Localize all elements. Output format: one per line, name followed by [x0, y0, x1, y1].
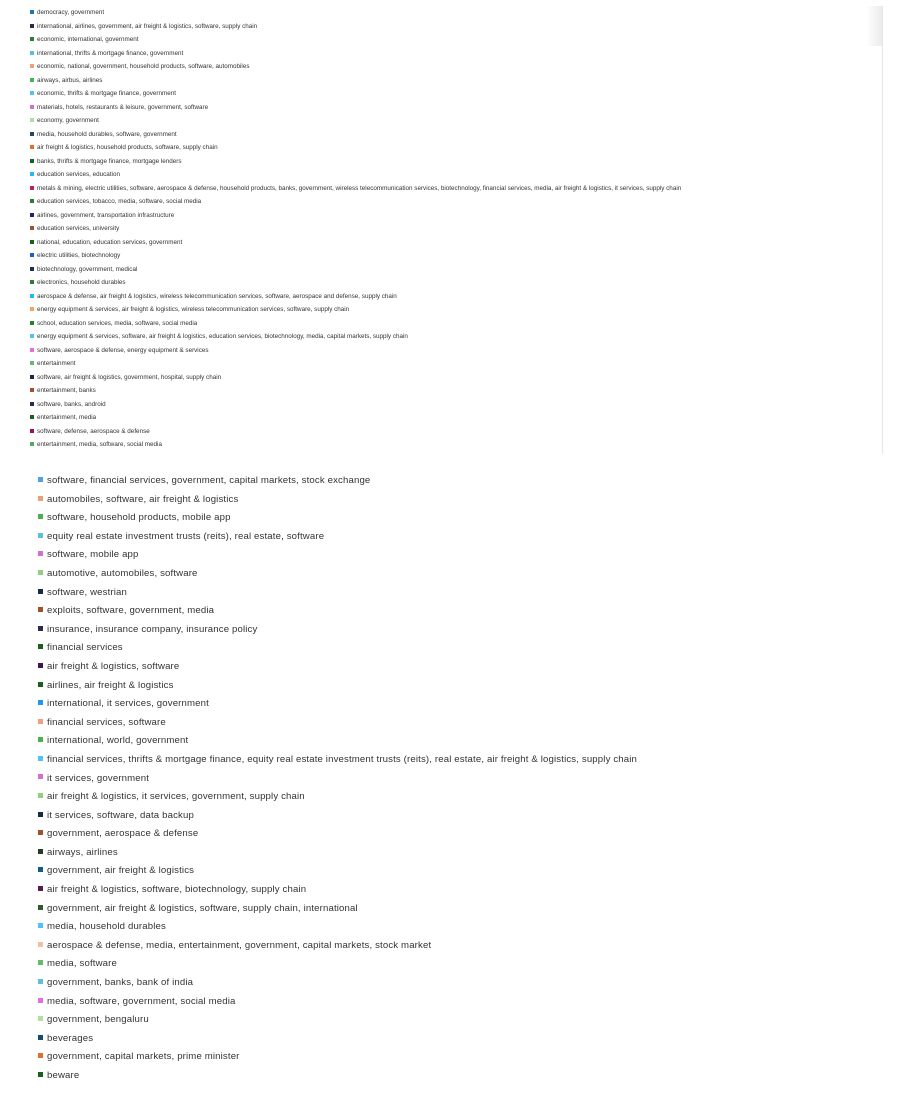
legend-label: government, air freight & logistics — [47, 865, 195, 877]
legend-swatch — [30, 24, 34, 28]
legend-item[interactable] — [28, 411, 882, 425]
legend-item[interactable] — [38, 528, 898, 547]
legend-label: education services, university — [37, 225, 120, 232]
legend-swatch — [38, 756, 43, 761]
legend-label: software, household products, mobile app — [47, 512, 231, 524]
legend-swatch — [30, 172, 34, 176]
legend-swatch — [30, 253, 34, 257]
legend-swatch — [30, 145, 34, 149]
legend-item[interactable] — [38, 844, 898, 863]
legend-label: metals & mining, electric utilities, software, aerospace & defense, household products, banks, government, wireless telecommunication services, biotechnology, financial services, media, air freight & logistics, it services, supply chain — [37, 184, 682, 192]
legend-label: aerospace & defense, media, entertainment, government, capital markets, stock market — [47, 939, 432, 951]
legend-item[interactable] — [28, 330, 882, 344]
legend-item[interactable] — [38, 472, 898, 491]
legend-label: materials, hotels, restaurants & leisure, government, software — [37, 103, 209, 111]
legend-label: education services, tobacco, media, software, social media — [37, 198, 202, 205]
legend-swatch — [38, 496, 43, 501]
legend-item[interactable] — [38, 621, 898, 640]
legend-swatch — [38, 867, 43, 872]
legend-list-bottom — [38, 472, 898, 1086]
legend-label: entertainment, banks — [37, 387, 96, 394]
legend-item[interactable] — [38, 1011, 898, 1030]
legend-item[interactable] — [28, 263, 882, 277]
legend-swatch — [38, 514, 43, 519]
legend-swatch — [38, 533, 43, 538]
legend-label: aerospace & defense, air freight & logistics, wireless telecommunication services, software, aerospace and defense, supply chain — [37, 292, 397, 300]
legend-panel-bottom — [38, 472, 898, 1086]
legend-label: national, education, education services, government — [37, 238, 183, 246]
legend-label: financial services — [47, 642, 123, 654]
legend-item[interactable] — [28, 438, 882, 452]
legend-swatch — [38, 570, 43, 575]
legend-swatch — [38, 998, 43, 1003]
legend-item[interactable] — [38, 584, 898, 603]
legend-item[interactable] — [28, 276, 882, 290]
legend-item[interactable] — [38, 1048, 898, 1067]
legend-label: government, banks, bank of india — [47, 977, 194, 989]
legend-swatch — [30, 37, 34, 41]
legend-label: airways, airlines — [47, 846, 118, 858]
legend-item[interactable] — [28, 128, 882, 142]
legend-item[interactable] — [38, 900, 898, 919]
legend-swatch — [30, 348, 34, 352]
legend-swatch — [38, 589, 43, 594]
legend-label: air freight & logistics, it services, government, supply chain — [47, 791, 305, 803]
legend-label: airlines, air freight & logistics — [47, 679, 174, 691]
legend-label: it services, government — [47, 772, 150, 784]
legend-swatch — [38, 793, 43, 798]
legend-item[interactable] — [38, 1030, 898, 1049]
legend-label: government, air freight & logistics, software, supply chain, international — [47, 902, 358, 914]
legend-panel-top — [28, 6, 883, 454]
legend-swatch — [38, 663, 43, 668]
legend-label: exploits, software, government, media — [47, 605, 215, 617]
legend-list-top — [28, 6, 882, 452]
legend-item[interactable] — [28, 303, 882, 317]
legend-label: media, household durables, software, government — [37, 130, 177, 138]
legend-swatch — [30, 64, 34, 68]
legend-label: software, air freight & logistics, government, hospital, supply chain — [37, 373, 222, 381]
legend-swatch — [30, 159, 34, 163]
legend-swatch — [30, 78, 34, 82]
legend-item[interactable] — [38, 491, 898, 510]
legend-swatch — [30, 118, 34, 122]
legend-label: beverages — [47, 1032, 94, 1044]
legend-item[interactable] — [28, 141, 882, 155]
legend-swatch — [30, 294, 34, 298]
legend-label: economic, thrifts & mortgage finance, government — [37, 90, 176, 97]
legend-item[interactable] — [28, 209, 882, 223]
legend-item[interactable] — [28, 398, 882, 412]
legend-swatch — [30, 375, 34, 379]
legend-label: media, software, government, social media — [47, 995, 236, 1007]
legend-item[interactable] — [38, 509, 898, 528]
legend-item[interactable] — [28, 182, 882, 196]
legend-label: international, it services, government — [47, 698, 209, 710]
legend-item[interactable] — [28, 290, 882, 304]
legend-label: government, bengaluru — [47, 1014, 149, 1026]
legend-swatch — [38, 644, 43, 649]
legend-swatch — [38, 905, 43, 910]
legend-swatch — [30, 334, 34, 338]
legend-label: insurance, insurance company, insurance policy — [47, 623, 258, 635]
legend-label: international, thrifts & mortgage finance, government — [37, 49, 184, 57]
legend-swatch — [30, 132, 34, 136]
legend-item[interactable] — [28, 6, 882, 20]
legend-swatch — [30, 240, 34, 244]
legend-label: air freight & logistics, software — [47, 660, 180, 672]
legend-item[interactable] — [28, 168, 882, 182]
legend-label: education services, education — [37, 171, 120, 178]
legend-swatch — [38, 849, 43, 854]
legend-swatch — [30, 226, 34, 230]
legend-swatch — [38, 700, 43, 705]
legend-label: automobiles, software, air freight & logistics — [47, 493, 239, 505]
legend-label: software, westrian — [47, 586, 128, 598]
legend-swatch — [38, 551, 43, 556]
legend-item[interactable] — [38, 807, 898, 826]
legend-swatch — [30, 307, 34, 311]
legend-swatch — [38, 979, 43, 984]
legend-swatch — [38, 886, 43, 891]
legend-item[interactable] — [28, 101, 882, 115]
legend-item[interactable] — [28, 249, 882, 263]
legend-label: software, financial services, government, capital markets, stock exchange — [47, 475, 371, 486]
legend-label: entertainment, media — [37, 414, 97, 421]
legend-item[interactable] — [38, 714, 898, 733]
legend-item[interactable] — [28, 87, 882, 101]
legend-label: electric utilities, biotechnology — [37, 252, 121, 259]
legend-label: media, software — [47, 958, 117, 970]
legend-item[interactable] — [38, 658, 898, 677]
legend-item[interactable] — [28, 357, 882, 371]
legend-label: automotive, automobiles, software — [47, 567, 198, 579]
legend-label: energy equipment & services, software, air freight & logistics, education services, biotechnology, media, capital markets, supply chain — [37, 333, 408, 340]
legend-swatch — [30, 388, 34, 392]
legend-item[interactable] — [38, 732, 898, 751]
legend-item[interactable] — [38, 695, 898, 714]
legend-label: software, defense, aerospace & defense — [37, 427, 150, 435]
legend-label: financial services, software — [47, 716, 166, 728]
legend-label: entertainment — [37, 360, 76, 367]
legend-item[interactable] — [38, 955, 898, 974]
legend-item[interactable] — [28, 155, 882, 169]
legend-swatch — [30, 105, 34, 109]
legend-item[interactable] — [38, 937, 898, 956]
legend-label: software, banks, android — [37, 400, 106, 408]
legend-swatch — [38, 923, 43, 928]
legend-swatch — [30, 402, 34, 406]
legend-item[interactable] — [38, 770, 898, 789]
legend-swatch — [38, 1053, 43, 1058]
legend-item[interactable] — [38, 825, 898, 844]
legend-item[interactable] — [28, 222, 882, 236]
legend-swatch — [38, 607, 43, 612]
legend-item[interactable] — [38, 881, 898, 900]
legend-swatch — [30, 91, 34, 95]
legend-label: school, education services, media, software, social media — [37, 319, 198, 327]
legend-swatch — [38, 774, 43, 779]
legend-item[interactable] — [28, 33, 882, 47]
legend-item[interactable] — [38, 788, 898, 807]
legend-item[interactable] — [38, 546, 898, 565]
legend-swatch — [38, 960, 43, 965]
legend-swatch — [30, 442, 34, 446]
legend-label: software, aerospace & defense, energy equipment & services — [37, 346, 209, 354]
legend-swatch — [38, 812, 43, 817]
legend-item[interactable] — [38, 565, 898, 584]
legend-label: biotechnology, government, medical — [37, 265, 138, 273]
legend-label: energy equipment & services, air freight & logistics, wireless telecommunication services, software, supply chain — [37, 306, 350, 313]
legend-label: government, capital markets, prime minister — [47, 1051, 240, 1063]
legend-swatch — [30, 267, 34, 271]
legend-item[interactable] — [38, 602, 898, 621]
legend-label: equity real estate investment trusts (reits), real estate, software — [47, 530, 325, 542]
legend-swatch — [38, 1035, 43, 1040]
legend-swatch — [38, 682, 43, 687]
legend-swatch — [30, 213, 34, 217]
legend-item[interactable] — [28, 74, 882, 88]
legend-swatch — [30, 321, 34, 325]
legend-label: media, household durables — [47, 921, 166, 933]
legend-swatch — [30, 415, 34, 419]
legend-item[interactable] — [28, 114, 882, 128]
legend-label: air freight & logistics, software, biotechnology, supply chain — [47, 884, 307, 896]
legend-swatch — [30, 280, 34, 284]
legend-item[interactable] — [38, 918, 898, 937]
legend-item[interactable] — [38, 862, 898, 881]
legend-label: air freight & logistics, household products, software, supply chain — [37, 144, 218, 151]
legend-item[interactable] — [28, 425, 882, 439]
legend-item[interactable] — [28, 344, 882, 358]
legend-label: beware — [47, 1070, 80, 1081]
legend-item[interactable] — [28, 236, 882, 250]
legend-label: financial services, thrifts & mortgage finance, equity real estate investment trusts (reits), real estate, air freight & logistics, supply chain — [47, 753, 638, 765]
legend-swatch — [30, 429, 34, 433]
legend-label: international, airlines, government, air freight & logistics, software, supply chain — [37, 22, 258, 30]
legend-label: electronics, household durables — [37, 279, 126, 286]
legend-label: entertainment, media, software, social media — [37, 441, 162, 448]
legend-swatch — [30, 186, 34, 190]
panel-scroll-shadow — [866, 6, 882, 46]
legend-item[interactable] — [38, 639, 898, 658]
legend-label: international, world, government — [47, 735, 189, 747]
legend-label: airlines, government, transportation infrastructure — [37, 211, 175, 219]
legend-label: it services, software, data backup — [47, 809, 194, 821]
legend-label: democracy, government — [37, 9, 105, 16]
legend-swatch — [38, 1072, 43, 1077]
legend-swatch — [38, 626, 43, 631]
legend-swatch — [38, 1016, 43, 1021]
legend-swatch — [30, 199, 34, 203]
legend-item[interactable] — [38, 1067, 898, 1086]
legend-item[interactable] — [38, 677, 898, 696]
legend-item[interactable] — [28, 384, 882, 398]
legend-swatch — [38, 477, 43, 482]
legend-swatch — [30, 51, 34, 55]
legend-item[interactable] — [38, 751, 898, 770]
legend-item[interactable] — [28, 317, 882, 331]
legend-label: economic, international, government — [37, 36, 139, 43]
legend-item[interactable] — [28, 60, 882, 74]
legend-swatch — [38, 942, 43, 947]
legend-item[interactable] — [38, 974, 898, 993]
legend-swatch — [30, 361, 34, 365]
legend-item[interactable] — [28, 20, 882, 34]
legend-swatch — [38, 830, 43, 835]
legend-item[interactable] — [28, 195, 882, 209]
legend-label: economy, government — [37, 117, 99, 124]
legend-label: economic, national, government, household products, software, automobiles — [37, 63, 250, 70]
legend-swatch — [30, 10, 34, 14]
legend-label: airways, airbus, airlines — [37, 76, 103, 84]
legend-label: software, mobile app — [47, 549, 139, 561]
legend-swatch — [38, 737, 43, 742]
legend-swatch — [38, 719, 43, 724]
legend-label: government, aerospace & defense — [47, 828, 199, 840]
legend-item[interactable] — [28, 371, 882, 385]
legend-label: banks, thrifts & mortgage finance, mortgage lenders — [37, 157, 182, 165]
legend-item[interactable] — [28, 47, 882, 61]
legend-item[interactable] — [38, 993, 898, 1012]
